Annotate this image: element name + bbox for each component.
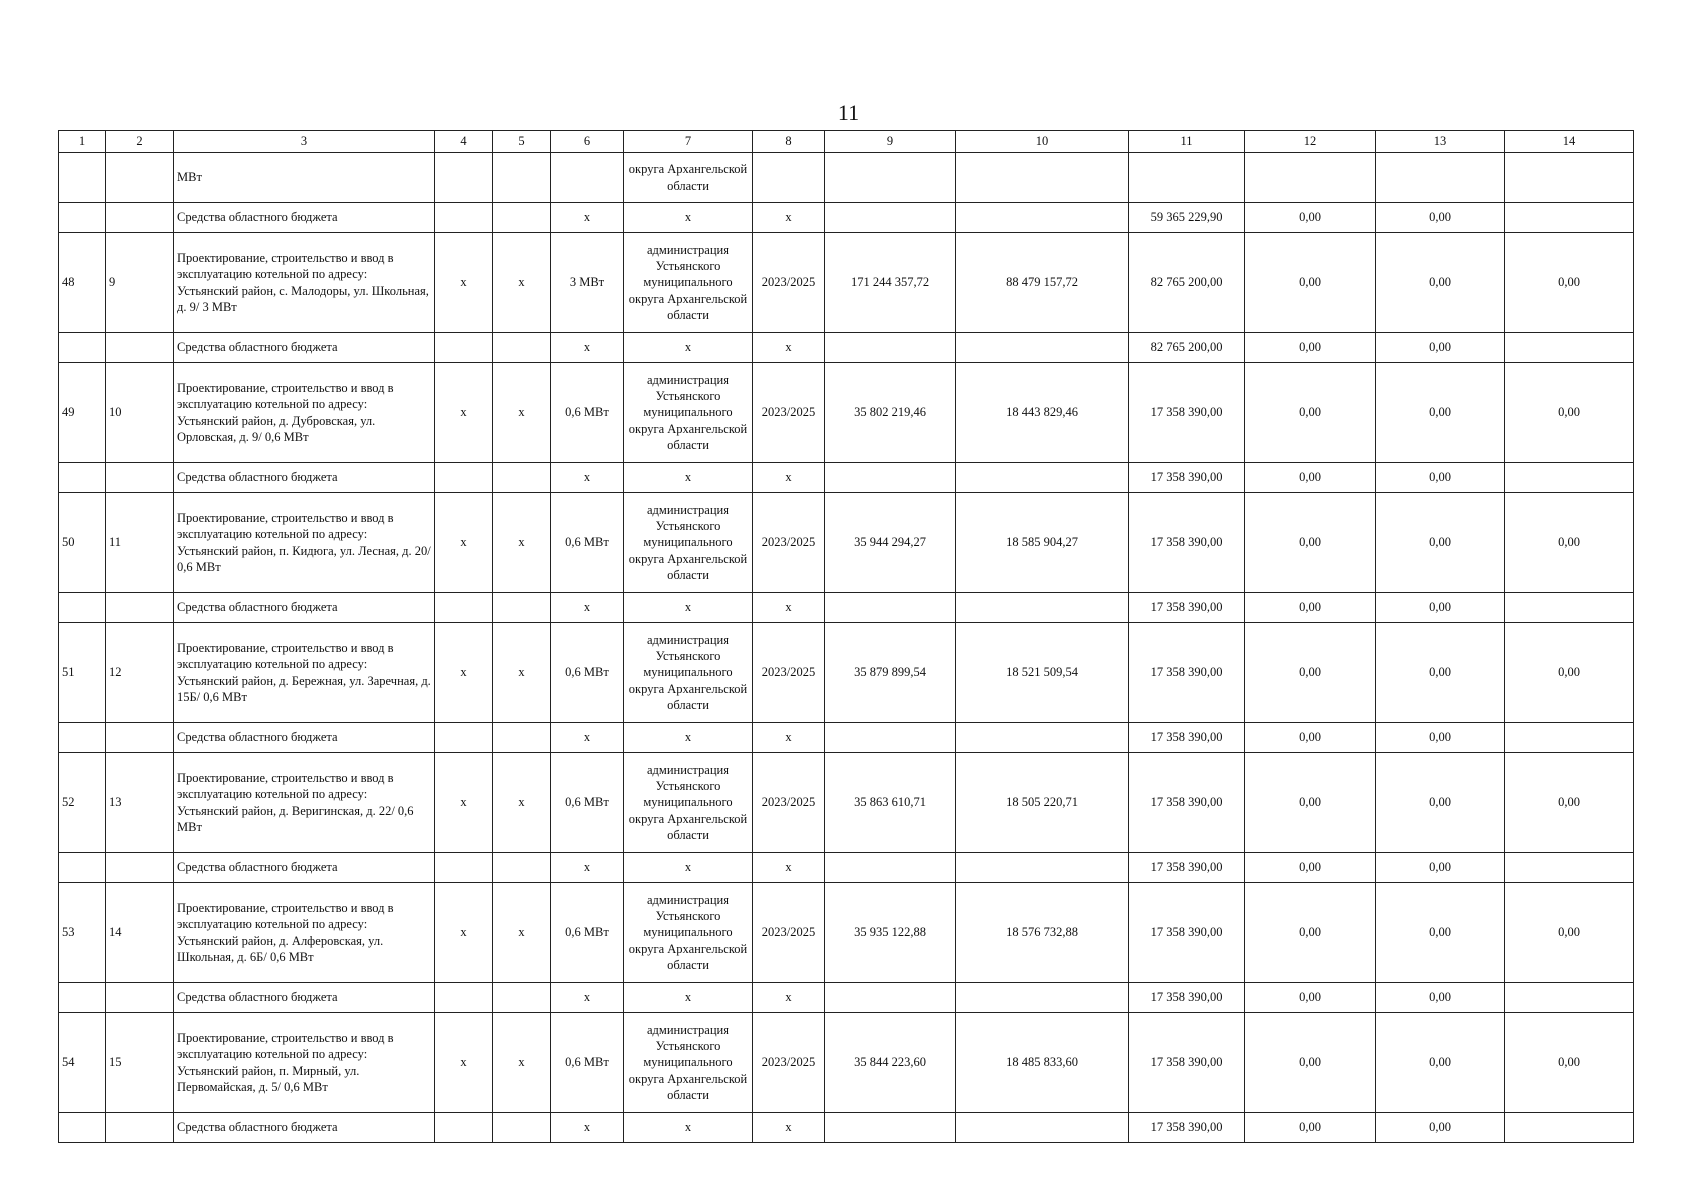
cell-empty — [106, 983, 174, 1013]
cell-empty — [493, 463, 551, 493]
cell-10: 18 521 509,54 — [956, 623, 1129, 723]
table-row — [59, 493, 1634, 593]
cell-9: 35 935 122,88 — [825, 883, 956, 983]
funding-cell-6: х — [551, 723, 624, 753]
cell-empty — [1376, 153, 1505, 203]
cell-4: х — [435, 1013, 493, 1113]
row-number: 53 — [59, 883, 106, 983]
cell-9: 35 802 219,46 — [825, 363, 956, 463]
project-name: Проектирование, строительство и ввод в эксплуатацию котельной по адресу: Устьянский район, д. Веригинская, д. 22/ 0,6 МВт — [174, 753, 435, 853]
funding-source-name: Средства областного бюджета — [174, 203, 435, 233]
period: 2023/2025 — [753, 363, 825, 463]
funding-cell-12: 0,00 — [1245, 1113, 1376, 1143]
cell-11: 17 358 390,00 — [1129, 883, 1245, 983]
funding-source-name: Средства областного бюджета — [174, 853, 435, 883]
funding-cell-7: х — [624, 723, 753, 753]
funding-cell-11: 17 358 390,00 — [1129, 723, 1245, 753]
cell-4: х — [435, 753, 493, 853]
capacity: 0,6 МВт — [551, 753, 624, 853]
table-row — [59, 1013, 1634, 1113]
funding-cell-7: х — [624, 463, 753, 493]
period: 2023/2025 — [753, 623, 825, 723]
row-number: 49 — [59, 363, 106, 463]
funding-row — [59, 723, 1634, 753]
cell-12: 0,00 — [1245, 753, 1376, 853]
funding-row — [59, 593, 1634, 623]
funding-cell-7: х — [624, 593, 753, 623]
cell-11: 17 358 390,00 — [1129, 623, 1245, 723]
cell-14: 0,00 — [1505, 233, 1634, 333]
column-number: 5 — [493, 131, 551, 153]
funding-row — [59, 203, 1634, 233]
sub-number: 14 — [106, 883, 174, 983]
table-row — [59, 623, 1634, 723]
cell-10: 88 479 157,72 — [956, 233, 1129, 333]
continuation-name: МВт — [174, 153, 435, 203]
cell-empty — [106, 463, 174, 493]
cell-empty — [825, 983, 956, 1013]
cell-empty — [1505, 723, 1634, 753]
cell-empty — [435, 203, 493, 233]
column-number: 11 — [1129, 131, 1245, 153]
funding-cell-13: 0,00 — [1376, 853, 1505, 883]
cell-12: 0,00 — [1245, 493, 1376, 593]
page-number: 11 — [837, 100, 860, 125]
continuation-row — [59, 153, 1634, 203]
row-number: 54 — [59, 1013, 106, 1113]
cell-empty — [435, 333, 493, 363]
funding-cell-6: х — [551, 203, 624, 233]
cell-9: 35 879 899,54 — [825, 623, 956, 723]
funding-cell-8: х — [753, 593, 825, 623]
funding-cell-12: 0,00 — [1245, 723, 1376, 753]
funding-cell-11: 17 358 390,00 — [1129, 1113, 1245, 1143]
sub-number: 15 — [106, 1013, 174, 1113]
cell-4: х — [435, 233, 493, 333]
cell-11: 17 358 390,00 — [1129, 753, 1245, 853]
cell-empty — [1505, 593, 1634, 623]
capacity: 0,6 МВт — [551, 883, 624, 983]
cell-empty — [956, 333, 1129, 363]
project-name: Проектирование, строительство и ввод в эксплуатацию котельной по адресу: Устьянский район, с. Малодоры, ул. Школьная, д. 9/ 3 МВт — [174, 233, 435, 333]
cell-5: х — [493, 363, 551, 463]
funding-cell-7: х — [624, 1113, 753, 1143]
capacity: 3 МВт — [551, 233, 624, 333]
cell-empty — [435, 593, 493, 623]
cell-empty — [435, 153, 493, 203]
cell-empty — [59, 153, 106, 203]
cell-empty — [435, 463, 493, 493]
cell-empty — [59, 463, 106, 493]
column-number: 12 — [1245, 131, 1376, 153]
cell-empty — [493, 333, 551, 363]
cell-empty — [1505, 1113, 1634, 1143]
table-row — [59, 363, 1634, 463]
cell-empty — [106, 853, 174, 883]
funding-cell-13: 0,00 — [1376, 463, 1505, 493]
funding-cell-8: х — [753, 463, 825, 493]
cell-11: 17 358 390,00 — [1129, 1013, 1245, 1113]
cell-empty — [106, 333, 174, 363]
cell-14: 0,00 — [1505, 883, 1634, 983]
cell-empty — [825, 463, 956, 493]
program-table — [58, 130, 1634, 1143]
funding-cell-7: х — [624, 203, 753, 233]
cell-empty — [493, 203, 551, 233]
funding-cell-13: 0,00 — [1376, 593, 1505, 623]
funding-cell-12: 0,00 — [1245, 203, 1376, 233]
funding-source-name: Средства областного бюджета — [174, 723, 435, 753]
funding-cell-8: х — [753, 333, 825, 363]
funding-cell-6: х — [551, 1113, 624, 1143]
funding-cell-13: 0,00 — [1376, 983, 1505, 1013]
cell-empty — [1505, 983, 1634, 1013]
cell-empty — [59, 333, 106, 363]
funding-row — [59, 1113, 1634, 1143]
project-name: Проектирование, строительство и ввод в эксплуатацию котельной по адресу: Устьянский район, д. Бережная, ул. Заречная, д. 15Б/ 0,6 МВт — [174, 623, 435, 723]
capacity: 0,6 МВт — [551, 623, 624, 723]
continuation-operator: округа Архангельской области — [624, 153, 753, 203]
cell-empty — [1129, 153, 1245, 203]
responsible-operator: администрация Устьянского муниципального округа Архангельской области — [624, 883, 753, 983]
sub-number: 9 — [106, 233, 174, 333]
funding-cell-12: 0,00 — [1245, 593, 1376, 623]
cell-5: х — [493, 1013, 551, 1113]
cell-empty — [493, 593, 551, 623]
cell-empty — [825, 853, 956, 883]
cell-9: 35 944 294,27 — [825, 493, 956, 593]
project-name: Проектирование, строительство и ввод в эксплуатацию котельной по адресу: Устьянский район, д. Алферовская, ул. Школьная, д. 6Б/ 0,6 МВт — [174, 883, 435, 983]
cell-10: 18 585 904,27 — [956, 493, 1129, 593]
column-number: 6 — [551, 131, 624, 153]
funding-cell-12: 0,00 — [1245, 983, 1376, 1013]
cell-5: х — [493, 233, 551, 333]
cell-empty — [956, 853, 1129, 883]
cell-14: 0,00 — [1505, 493, 1634, 593]
responsible-operator: администрация Устьянского муниципального округа Архангельской области — [624, 233, 753, 333]
cell-empty — [956, 463, 1129, 493]
cell-14: 0,00 — [1505, 623, 1634, 723]
sub-number: 11 — [106, 493, 174, 593]
funding-cell-7: х — [624, 333, 753, 363]
cell-empty — [106, 723, 174, 753]
cell-10: 18 576 732,88 — [956, 883, 1129, 983]
sub-number: 13 — [106, 753, 174, 853]
funding-cell-13: 0,00 — [1376, 1113, 1505, 1143]
cell-13: 0,00 — [1376, 233, 1505, 333]
funding-cell-6: х — [551, 593, 624, 623]
cell-12: 0,00 — [1245, 363, 1376, 463]
responsible-operator: администрация Устьянского муниципального округа Архангельской области — [624, 493, 753, 593]
cell-empty — [551, 153, 624, 203]
cell-12: 0,00 — [1245, 1013, 1376, 1113]
period: 2023/2025 — [753, 753, 825, 853]
funding-row — [59, 983, 1634, 1013]
cell-empty — [106, 1113, 174, 1143]
cell-5: х — [493, 883, 551, 983]
cell-empty — [59, 203, 106, 233]
cell-empty — [1505, 153, 1634, 203]
cell-12: 0,00 — [1245, 233, 1376, 333]
capacity: 0,6 МВт — [551, 363, 624, 463]
funding-row — [59, 853, 1634, 883]
cell-4: х — [435, 623, 493, 723]
cell-9: 35 863 610,71 — [825, 753, 956, 853]
cell-14: 0,00 — [1505, 1013, 1634, 1113]
column-number: 3 — [174, 131, 435, 153]
column-number-header-row — [59, 131, 1634, 153]
cell-empty — [956, 723, 1129, 753]
cell-10: 18 505 220,71 — [956, 753, 1129, 853]
cell-empty — [956, 983, 1129, 1013]
funding-cell-8: х — [753, 983, 825, 1013]
table-row — [59, 883, 1634, 983]
funding-row — [59, 463, 1634, 493]
cell-empty — [1245, 153, 1376, 203]
project-name: Проектирование, строительство и ввод в эксплуатацию котельной по адресу: Устьянский район, д. Дубровская, ул. Орловская, д. 9/ 0,6 МВт — [174, 363, 435, 463]
cell-13: 0,00 — [1376, 883, 1505, 983]
table-row — [59, 753, 1634, 853]
period: 2023/2025 — [753, 233, 825, 333]
funding-source-name: Средства областного бюджета — [174, 593, 435, 623]
project-name: Проектирование, строительство и ввод в эксплуатацию котельной по адресу: Устьянский район, п. Кидюга, ул. Лесная, д. 20/ 0,6 МВт — [174, 493, 435, 593]
funding-cell-13: 0,00 — [1376, 203, 1505, 233]
row-number: 50 — [59, 493, 106, 593]
funding-cell-6: х — [551, 853, 624, 883]
column-number: 13 — [1376, 131, 1505, 153]
sub-number: 10 — [106, 363, 174, 463]
row-number: 48 — [59, 233, 106, 333]
cell-12: 0,00 — [1245, 623, 1376, 723]
funding-cell-7: х — [624, 853, 753, 883]
cell-empty — [825, 593, 956, 623]
funding-cell-8: х — [753, 853, 825, 883]
funding-row — [59, 333, 1634, 363]
cell-9: 35 844 223,60 — [825, 1013, 956, 1113]
funding-cell-13: 0,00 — [1376, 333, 1505, 363]
cell-empty — [106, 153, 174, 203]
cell-10: 18 485 833,60 — [956, 1013, 1129, 1113]
cell-13: 0,00 — [1376, 623, 1505, 723]
responsible-operator: администрация Устьянского муниципального округа Архангельской области — [624, 623, 753, 723]
cell-13: 0,00 — [1376, 1013, 1505, 1113]
cell-10: 18 443 829,46 — [956, 363, 1129, 463]
column-number: 1 — [59, 131, 106, 153]
cell-4: х — [435, 363, 493, 463]
cell-empty — [493, 1113, 551, 1143]
cell-5: х — [493, 753, 551, 853]
funding-cell-6: х — [551, 463, 624, 493]
funding-cell-13: 0,00 — [1376, 723, 1505, 753]
cell-empty — [825, 153, 956, 203]
responsible-operator: администрация Устьянского муниципального округа Архангельской области — [624, 753, 753, 853]
cell-13: 0,00 — [1376, 753, 1505, 853]
period: 2023/2025 — [753, 883, 825, 983]
cell-11: 82 765 200,00 — [1129, 233, 1245, 333]
cell-empty — [59, 853, 106, 883]
column-number: 7 — [624, 131, 753, 153]
table-row — [59, 233, 1634, 333]
cell-4: х — [435, 883, 493, 983]
funding-cell-7: х — [624, 983, 753, 1013]
capacity: 0,6 МВт — [551, 493, 624, 593]
responsible-operator: администрация Устьянского муниципального округа Архангельской области — [624, 363, 753, 463]
funding-cell-11: 17 358 390,00 — [1129, 463, 1245, 493]
cell-empty — [825, 203, 956, 233]
funding-cell-11: 59 365 229,90 — [1129, 203, 1245, 233]
cell-empty — [1505, 463, 1634, 493]
funding-source-name: Средства областного бюджета — [174, 1113, 435, 1143]
cell-empty — [956, 1113, 1129, 1143]
funding-cell-11: 82 765 200,00 — [1129, 333, 1245, 363]
funding-cell-8: х — [753, 1113, 825, 1143]
column-number: 14 — [1505, 131, 1634, 153]
cell-empty — [1505, 333, 1634, 363]
cell-empty — [753, 153, 825, 203]
capacity: 0,6 МВт — [551, 1013, 624, 1113]
cell-4: х — [435, 493, 493, 593]
cell-14: 0,00 — [1505, 753, 1634, 853]
cell-empty — [59, 593, 106, 623]
row-number: 51 — [59, 623, 106, 723]
column-number: 4 — [435, 131, 493, 153]
funding-cell-12: 0,00 — [1245, 463, 1376, 493]
cell-5: х — [493, 493, 551, 593]
cell-14: 0,00 — [1505, 363, 1634, 463]
cell-empty — [435, 1113, 493, 1143]
funding-cell-8: х — [753, 723, 825, 753]
cell-empty — [956, 593, 1129, 623]
cell-12: 0,00 — [1245, 883, 1376, 983]
funding-source-name: Средства областного бюджета — [174, 463, 435, 493]
funding-cell-12: 0,00 — [1245, 853, 1376, 883]
funding-source-name: Средства областного бюджета — [174, 333, 435, 363]
responsible-operator: администрация Устьянского муниципального округа Архангельской области — [624, 1013, 753, 1113]
cell-empty — [493, 983, 551, 1013]
funding-cell-8: х — [753, 203, 825, 233]
cell-empty — [825, 1113, 956, 1143]
cell-5: х — [493, 623, 551, 723]
cell-empty — [59, 1113, 106, 1143]
project-name: Проектирование, строительство и ввод в эксплуатацию котельной по адресу: Устьянский район, п. Мирный, ул. Первомайская, д. 5/ 0,6 МВт — [174, 1013, 435, 1113]
cell-9: 171 244 357,72 — [825, 233, 956, 333]
funding-cell-11: 17 358 390,00 — [1129, 593, 1245, 623]
cell-empty — [825, 333, 956, 363]
cell-empty — [59, 983, 106, 1013]
sub-number: 12 — [106, 623, 174, 723]
row-number: 52 — [59, 753, 106, 853]
funding-cell-6: х — [551, 333, 624, 363]
cell-empty — [106, 593, 174, 623]
funding-cell-11: 17 358 390,00 — [1129, 853, 1245, 883]
cell-empty — [956, 203, 1129, 233]
funding-cell-6: х — [551, 983, 624, 1013]
funding-source-name: Средства областного бюджета — [174, 983, 435, 1013]
cell-11: 17 358 390,00 — [1129, 493, 1245, 593]
cell-empty — [493, 723, 551, 753]
cell-11: 17 358 390,00 — [1129, 363, 1245, 463]
funding-cell-11: 17 358 390,00 — [1129, 983, 1245, 1013]
cell-empty — [435, 983, 493, 1013]
column-number: 10 — [956, 131, 1129, 153]
cell-empty — [435, 853, 493, 883]
cell-empty — [493, 153, 551, 203]
cell-empty — [59, 723, 106, 753]
cell-13: 0,00 — [1376, 363, 1505, 463]
column-number: 8 — [753, 131, 825, 153]
column-number: 2 — [106, 131, 174, 153]
cell-empty — [106, 203, 174, 233]
cell-empty — [1505, 203, 1634, 233]
cell-empty — [825, 723, 956, 753]
cell-empty — [956, 153, 1129, 203]
period: 2023/2025 — [753, 493, 825, 593]
funding-cell-12: 0,00 — [1245, 333, 1376, 363]
cell-empty — [493, 853, 551, 883]
cell-13: 0,00 — [1376, 493, 1505, 593]
column-number: 9 — [825, 131, 956, 153]
cell-empty — [1505, 853, 1634, 883]
period: 2023/2025 — [753, 1013, 825, 1113]
cell-empty — [435, 723, 493, 753]
